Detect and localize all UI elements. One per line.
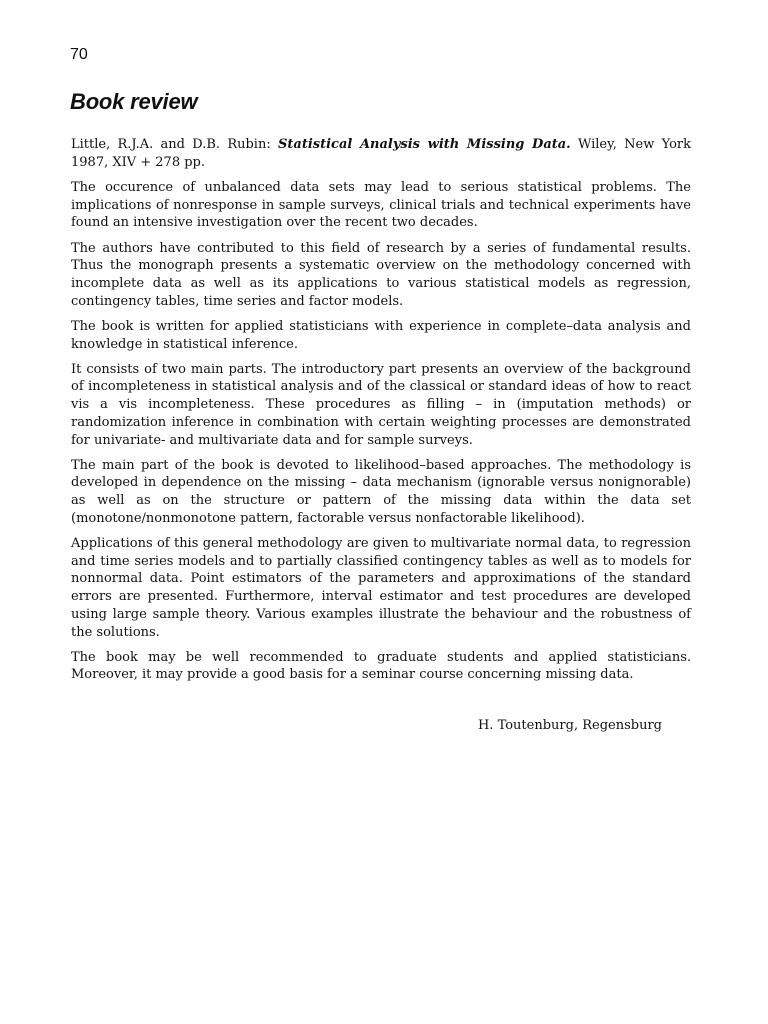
review-paragraph: The book is written for applied statisticians with experience in complete–data analysis and knowledge in statistical inference. [71,318,691,352]
citation-authors: Little, R.J.A. and D.B. Rubin: [71,137,278,152]
review-paragraph: The main part of the book is devoted to likelihood–based approaches. The methodology is developed in dependence on the missing – data mechanism (ignorable versus nonignorable) as well as on the structure or pattern of the missing data within the data set (monotone/nonmonotone pattern, factorable versus nonfactorable likelihood). [71,457,691,526]
review-paragraph: The authors have contributed to this field of research by a series of fundamental results. Thus the monograph presents a systematic overview on the methodology concerned with incomplete data as well as its applications to various statistical models as regression, contingency tables, time series and factor models. [71,240,691,309]
review-paragraph: It consists of two main parts. The introductory part presents an overview of the background of incompleteness in statistical analysis and of the classical or standard ideas of how to react vis a vis incompleteness. These procedures as filling – in (imputation methods) or randomization inference in combination with certain weighting processes are demonstrated for univariate- and multivariate data and for sample surveys. [71,361,691,448]
page-number: 70 [70,46,88,63]
section-title: Book review [70,89,198,114]
review-body [71,136,691,692]
citation-book-title: Statistical Analysis with Missing Data. [278,137,571,152]
book-citation [71,136,691,171]
citation-publisher: Wiley, New York 1987, XIV + 278 pp. [71,137,691,170]
review-paragraph: The occurence of unbalanced data sets may lead to serious statistical problems. The implications of nonresponse in sample surveys, clinical trials and technical experiments have found an intensive investigation over the recent two decades. [71,179,691,231]
review-paragraph: Applications of this general methodology are given to multivariate normal data, to regression and time series models and to partially classified contingency tables as well as to models for nonnormal data. Point estimators of the parameters and approximations of the standard errors are presented. Furthermore, interval estimator and test procedures are developed using large sample theory. Various examples illustrate the behaviour and the robustness of the solutions. [71,536,691,640]
review-paragraph: The book may be well recommended to graduate students and applied statisticians. Moreover, it may provide a good basis for a seminar course concerning missing data. [71,649,691,683]
reviewer-signature: H. Toutenburg, Regensburg [477,718,662,733]
